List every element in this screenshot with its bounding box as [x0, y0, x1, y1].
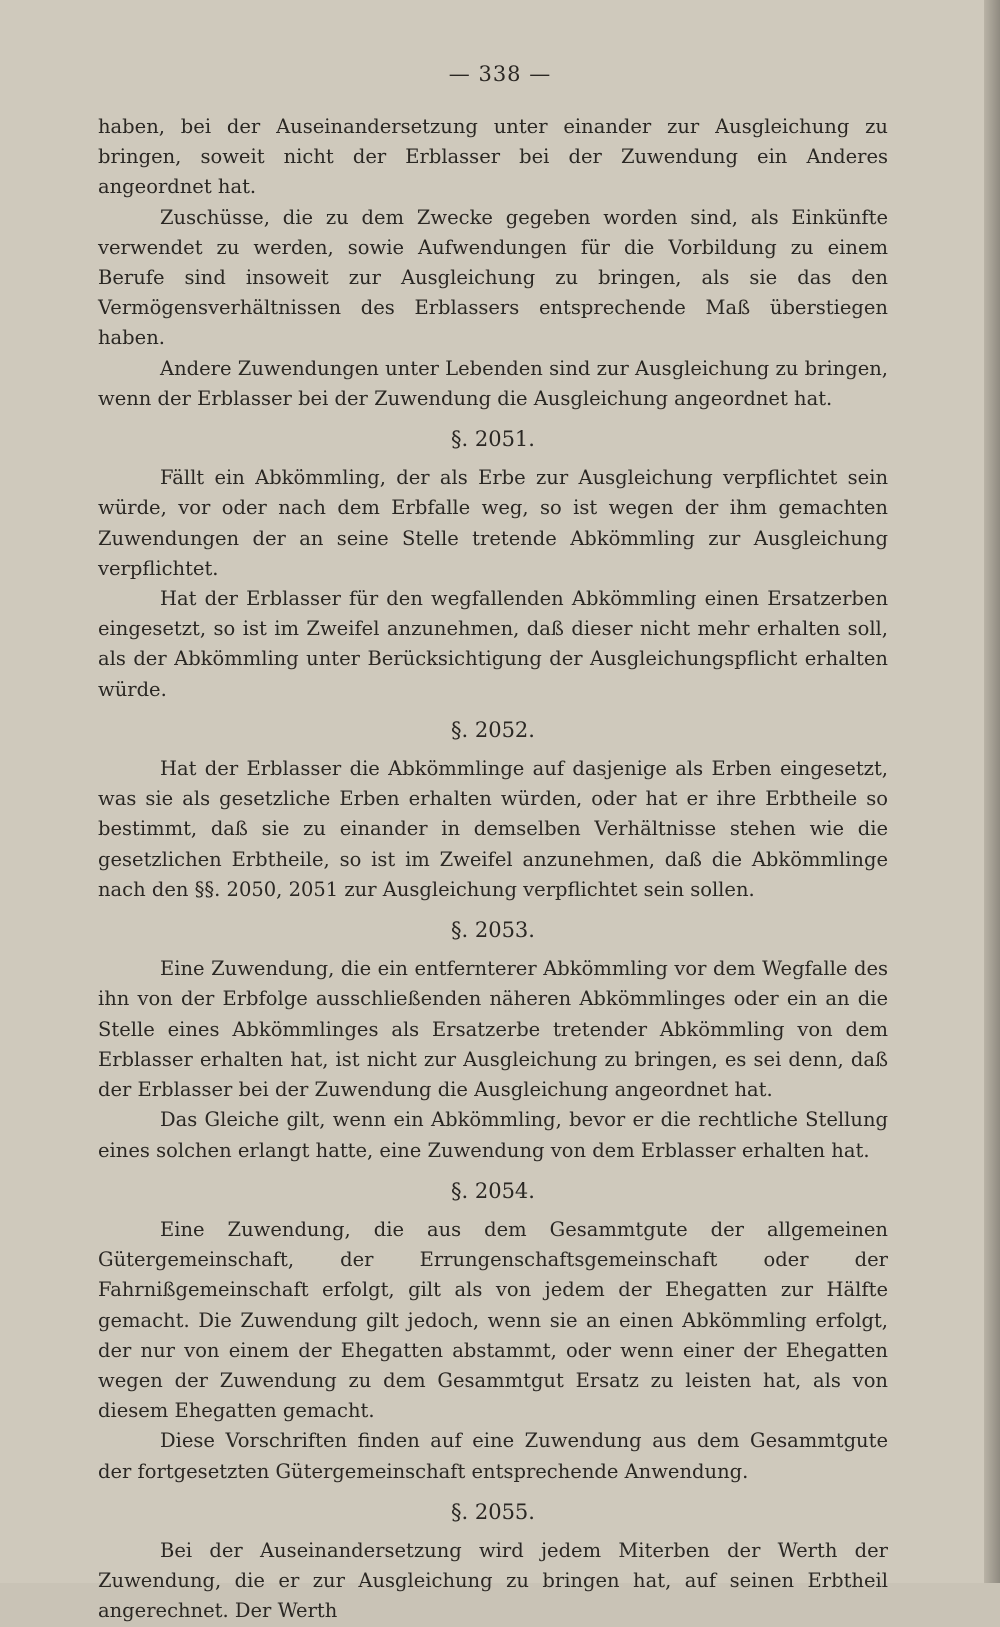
- page-edge-shadow: [984, 0, 1000, 1583]
- paragraph: haben, bei der Auseinandersetzung unter einander zur Ausgleichung zu bringen, soweit nicht der Erblasser bei der Zuwendung ein Anderes angeordnet hat.: [98, 115, 888, 199]
- page-body: [98, 112, 888, 1627]
- section-heading: §. 2053.: [451, 918, 535, 943]
- paragraph: Fällt ein Abkömmling, der als Erbe zur Ausgleichung verpflichtet sein würde, vor oder nach dem Erbfalle weg, so ist wegen der ihm gemachten Zuwendungen der an seine Stelle tretende Abkömmling zur Ausgleichung verpflichtet.: [98, 466, 888, 580]
- paragraph: Hat der Erblasser für den wegfallenden Abkömmling einen Ersatzerben eingesetzt, so ist im Zweifel anzunehmen, daß dieser nicht mehr erhalten soll, als der Abkömmling unter Berücksichtigung der Ausgleichungspflicht erhalten würde.: [98, 587, 888, 701]
- section-heading: §. 2054.: [451, 1178, 535, 1203]
- paragraph: Eine Zuwendung, die ein entfernterer Abkömmling vor dem Wegfalle des ihn von der Erbfolge ausschließenden näheren Abkömmlinges oder ein an die Stelle eines Abkömmlinges als Ersatzerbe tretender Abkömmling von dem Erblasser erhalten hat, ist nicht zur Ausgleichung zu bringen, es sei denn, daß der Erblasser bei der Zuwendung die Ausgleichung angeordnet hat.: [98, 957, 888, 1102]
- paragraph: Zuschüsse, die zu dem Zwecke gegeben worden sind, als Einkünfte verwendet zu werden, sowie Aufwendungen für die Vorbildung zu einem Berufe sind insoweit zur Ausgleichung zu bringen, als sie das den Vermögensverhältnissen des Erblassers entsprechende Maß überstiegen haben.: [98, 205, 888, 350]
- section-heading: §. 2055.: [451, 1499, 535, 1524]
- page-number: — 338 —: [448, 62, 552, 86]
- paragraph: Bei der Auseinandersetzung wird jedem Miterben der Werth der Zuwendung, die er zur Ausgleichung zu bringen hat, auf seinen Erbtheil angerechnet. Der Werth: [98, 1538, 888, 1623]
- paragraph: Andere Zuwendungen unter Lebenden sind zur Ausgleichung zu bringen, wenn der Erblasser bei der Zuwendung die Ausgleichung angeordnet hat.: [98, 356, 888, 410]
- section-heading: §. 2051.: [451, 427, 535, 452]
- paragraph: Eine Zuwendung, die aus dem Gesammtgute der allgemeinen Gütergemeinschaft, der Errungenschaftsgemeinschaft oder der Fahrnißgemeinschaft erfolgt, gilt als von jedem der Ehegatten zur Hälfte gemacht. Die Zuwendung gilt jedoch, wenn sie an einen Abkömmling erfolgt, der nur von einem der Ehegatten abstammt, oder wenn einer der Ehegatten wegen der Zuwendung zu dem Gesammtgut Ersatz zu leisten hat, als von diesem Ehegatten gemacht.: [98, 1217, 888, 1423]
- section-heading: §. 2052.: [451, 717, 535, 742]
- paragraph: Das Gleiche gilt, wenn ein Abkömmling, bevor er die rechtliche Stellung eines solchen erlangt hatte, eine Zuwendung von dem Erblasser erhalten hat.: [98, 1108, 888, 1162]
- paragraph: Hat der Erblasser die Abkömmlinge auf dasjenige als Erben eingesetzt, was sie als gesetzliche Erben erhalten würden, oder hat er ihre Erbtheile so bestimmt, daß sie zu einander in demselben Verhältnisse stehen wie die gesetzlichen Erbtheile, so ist im Zweifel anzunehmen, daß die Abkömmlinge nach den §§. 2050, 2051 zur Ausgleichung verpflichtet sein sollen.: [98, 757, 888, 901]
- paragraph: Diese Vorschriften finden auf eine Zuwendung aus dem Gesammtgute der fortgesetzten Gütergemeinschaft entsprechende Anwendung.: [98, 1429, 888, 1483]
